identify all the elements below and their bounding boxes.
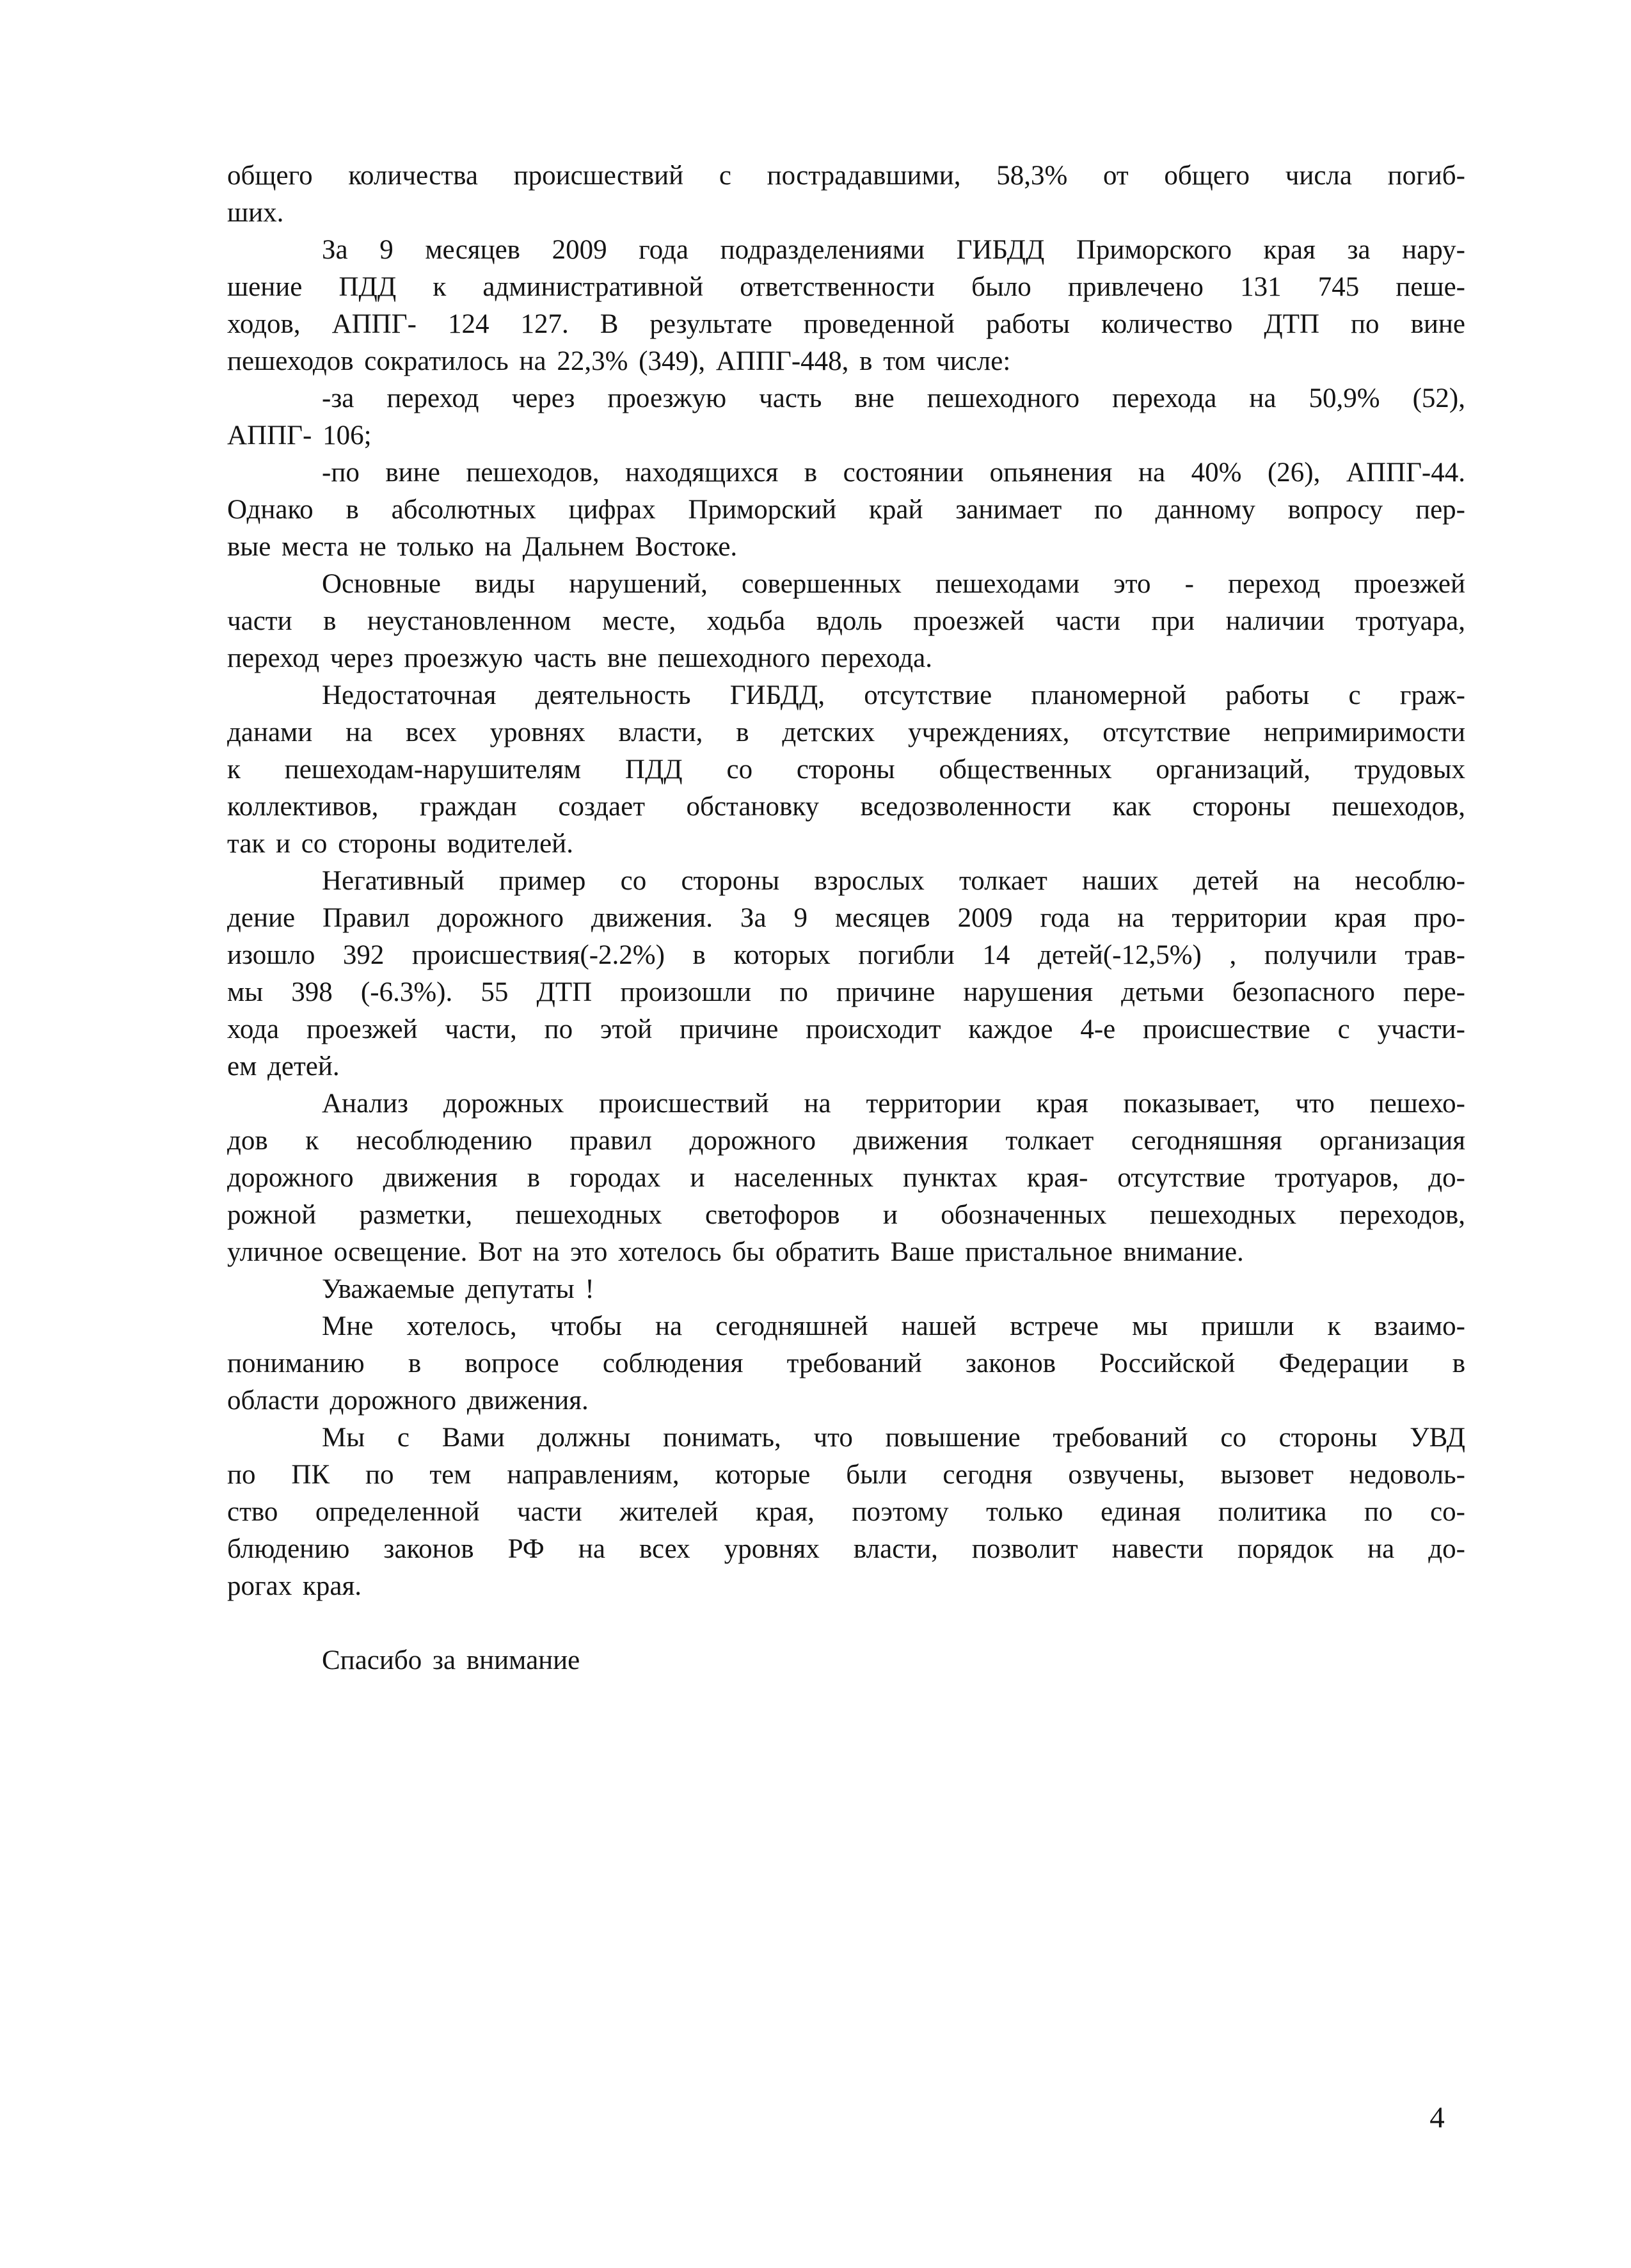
paragraph (227, 863, 1465, 1085)
text-line: дение Правил дорожного движения. За 9 месяцев 2009 года на территории края про- (227, 903, 1465, 933)
page-number: 4 (1429, 2101, 1445, 2134)
paragraph (227, 1085, 1465, 1271)
text-line: -по вине пешеходов, находящихся в состоянии опьянения на 40% (26), АППГ-44. (322, 458, 1465, 488)
text-line: данами на всех уровнях власти, в детских учреждениях, отсутствие непримиримости (227, 717, 1465, 747)
paragraph (227, 1271, 1465, 1308)
text-line: пониманию в вопросе соблюдения требований законов Российской Федерации в (227, 1348, 1465, 1378)
text-line: рожной разметки, пешеходных светофоров и обозначенных пешеходных переходов, (227, 1200, 1465, 1230)
text-line: За 9 месяцев 2009 года подразделениями ГИБДД Приморского края за нару- (322, 235, 1465, 265)
paragraph (227, 1308, 1465, 1419)
text-line: дорожного движения в городах и населенных пунктах края- отсутствие тротуаров, до- (227, 1163, 1465, 1193)
text-line: Спасибо за внимание (322, 1645, 580, 1675)
text-line: ходов, АППГ- 124 127. В результате проведенной работы количество ДТП по вине (227, 309, 1465, 339)
text-line: дов к несоблюдению правил дорожного движения толкает сегодняшняя организация (227, 1126, 1465, 1156)
text-line: Мне хотелось, чтобы на сегодняшней нашей встрече мы пришли к взаимо- (322, 1311, 1465, 1341)
text-line: пешеходов сократилось на 22,3% (349), АППГ-448, в том числе: (227, 346, 1011, 376)
paragraph (227, 454, 1465, 566)
paragraph (227, 1642, 1465, 1679)
paragraph (227, 232, 1465, 380)
text-line: изошло 392 происшествия(-2.2%) в которых погибли 14 детей(-12,5%) , получили трав- (227, 940, 1465, 970)
text-line: ство определенной части жителей края, поэтому только единая политика по со- (227, 1497, 1465, 1527)
text-line: по ПК по тем направлениям, которые были сегодня озвучены, вызовет недоволь- (227, 1460, 1465, 1490)
text-line: области дорожного движения. (227, 1386, 589, 1416)
text-line: так и со стороны водителей. (227, 829, 573, 859)
document-body (227, 157, 1465, 1679)
text-line: ших. (227, 198, 284, 228)
text-line: переход через проезжую часть вне пешеходного перехода. (227, 643, 932, 673)
text-line: -за переход через проезжую часть вне пешеходного перехода на 50,9% (52), (322, 383, 1465, 413)
paragraph (227, 1419, 1465, 1605)
text-line: ем детей. (227, 1051, 340, 1082)
text-line: Мы с Вами должны понимать, что повышение требований со стороны УВД (322, 1423, 1465, 1453)
paragraph (227, 677, 1465, 863)
text-line: шение ПДД к административной ответственности было привлечено 131 745 пеше- (227, 272, 1465, 302)
text-line: Уважаемые депутаты ! (322, 1274, 594, 1304)
text-line: АППГ- 106; (227, 420, 372, 451)
text-line: Негативный пример со стороны взрослых толкает наших детей на несоблю- (322, 866, 1465, 896)
paragraph (227, 157, 1465, 232)
text-line: вые места не только на Дальнем Востоке. (227, 532, 738, 562)
text-line: части в неустановленном месте, ходьба вдоль проезжей части при наличии тротуара, (227, 606, 1465, 636)
text-line: Недостаточная деятельность ГИБДД, отсутствие планомерной работы с граж- (322, 680, 1465, 710)
text-line: Основные виды нарушений, совершенных пешеходами это - переход проезжей (322, 569, 1465, 599)
text-line: блюдению законов РФ на всех уровнях власти, позволит навести порядок на до- (227, 1534, 1465, 1564)
text-line: Анализ дорожных происшествий на территории края показывает, что пешехо- (322, 1089, 1465, 1119)
paragraph (227, 566, 1465, 677)
text-line: общего количества происшествий с пострадавшими, 58,3% от общего числа погиб- (227, 161, 1465, 191)
text-line: к пешеходам-нарушителям ПДД со стороны общественных организаций, трудовых (227, 755, 1465, 785)
text-line: уличное освещение. Вот на это хотелось бы обратить Ваше пристальное внимание. (227, 1237, 1244, 1267)
text-line: хода проезжей части, по этой причине происходит каждое 4-е происшествие с участи- (227, 1014, 1465, 1044)
paragraph (227, 380, 1465, 454)
text-line: коллективов, граждан создает обстановку вседозволенности как стороны пешеходов, (227, 792, 1465, 822)
text-line: Однако в абсолютных цифрах Приморский край занимает по данному вопросу пер- (227, 495, 1465, 525)
text-line: мы 398 (-6.3%). 55 ДТП произошли по причине нарушения детьми безопасного пере- (227, 977, 1465, 1007)
text-line: рогах края. (227, 1571, 362, 1601)
